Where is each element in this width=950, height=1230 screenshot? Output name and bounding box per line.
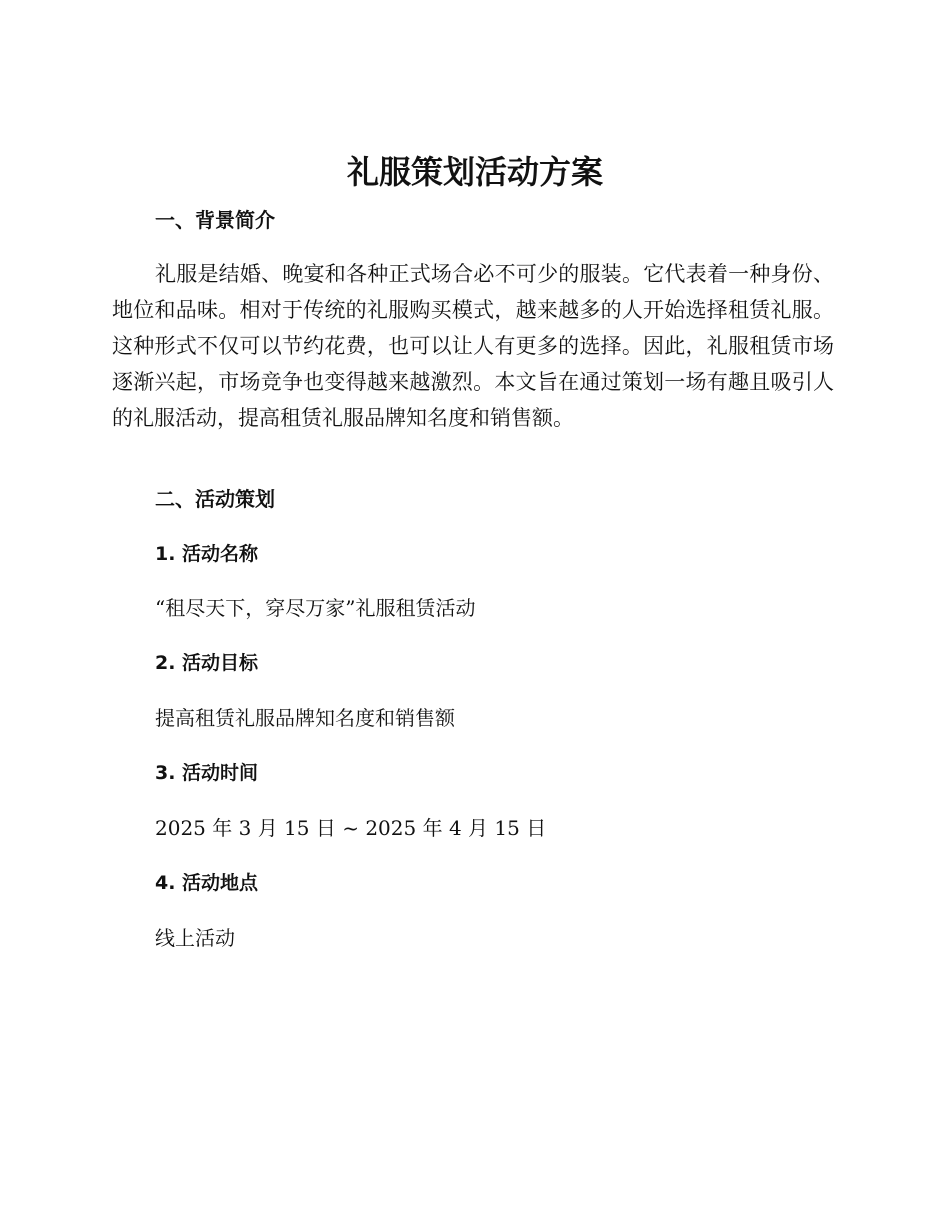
background-paragraph: 礼服是结婚、晚宴和各种正式场合必不可少的服装。它代表着一种身份、地位和品味。相对于传统的礼服购买模式，越来越多的人开始选择租赁礼服。这种形式不仅可以节约花费，也可以让人有更多的选择。因此，礼服租赁市场逐渐兴起，市场竞争也变得越来越激烈。本文旨在通过策划一场有趣且吸引人的礼服活动，提高租赁礼服品牌知名度和销售额。 xyxy=(112,262,834,430)
item-value-time: 2025 年 3 月 15 日 ~ 2025 年 4 月 15 日 xyxy=(155,816,547,840)
document-title: 礼服策划活动方案 xyxy=(346,153,603,191)
item-label-goal: 2. 活动目标 xyxy=(155,652,259,674)
section-heading-background: 一、背景简介 xyxy=(155,208,275,232)
item-label-name: 1. 活动名称 xyxy=(155,543,259,565)
item-value-name: “租尽天下，穿尽万家”礼服租赁活动 xyxy=(155,596,476,620)
item-value-location: 线上活动 xyxy=(155,926,235,950)
item-value-goal: 提高租赁礼服品牌知名度和销售额 xyxy=(155,706,455,730)
item-label-location: 4. 活动地点 xyxy=(155,872,259,894)
section-heading-plan: 二、活动策划 xyxy=(155,487,275,511)
item-label-time: 3. 活动时间 xyxy=(155,762,259,784)
